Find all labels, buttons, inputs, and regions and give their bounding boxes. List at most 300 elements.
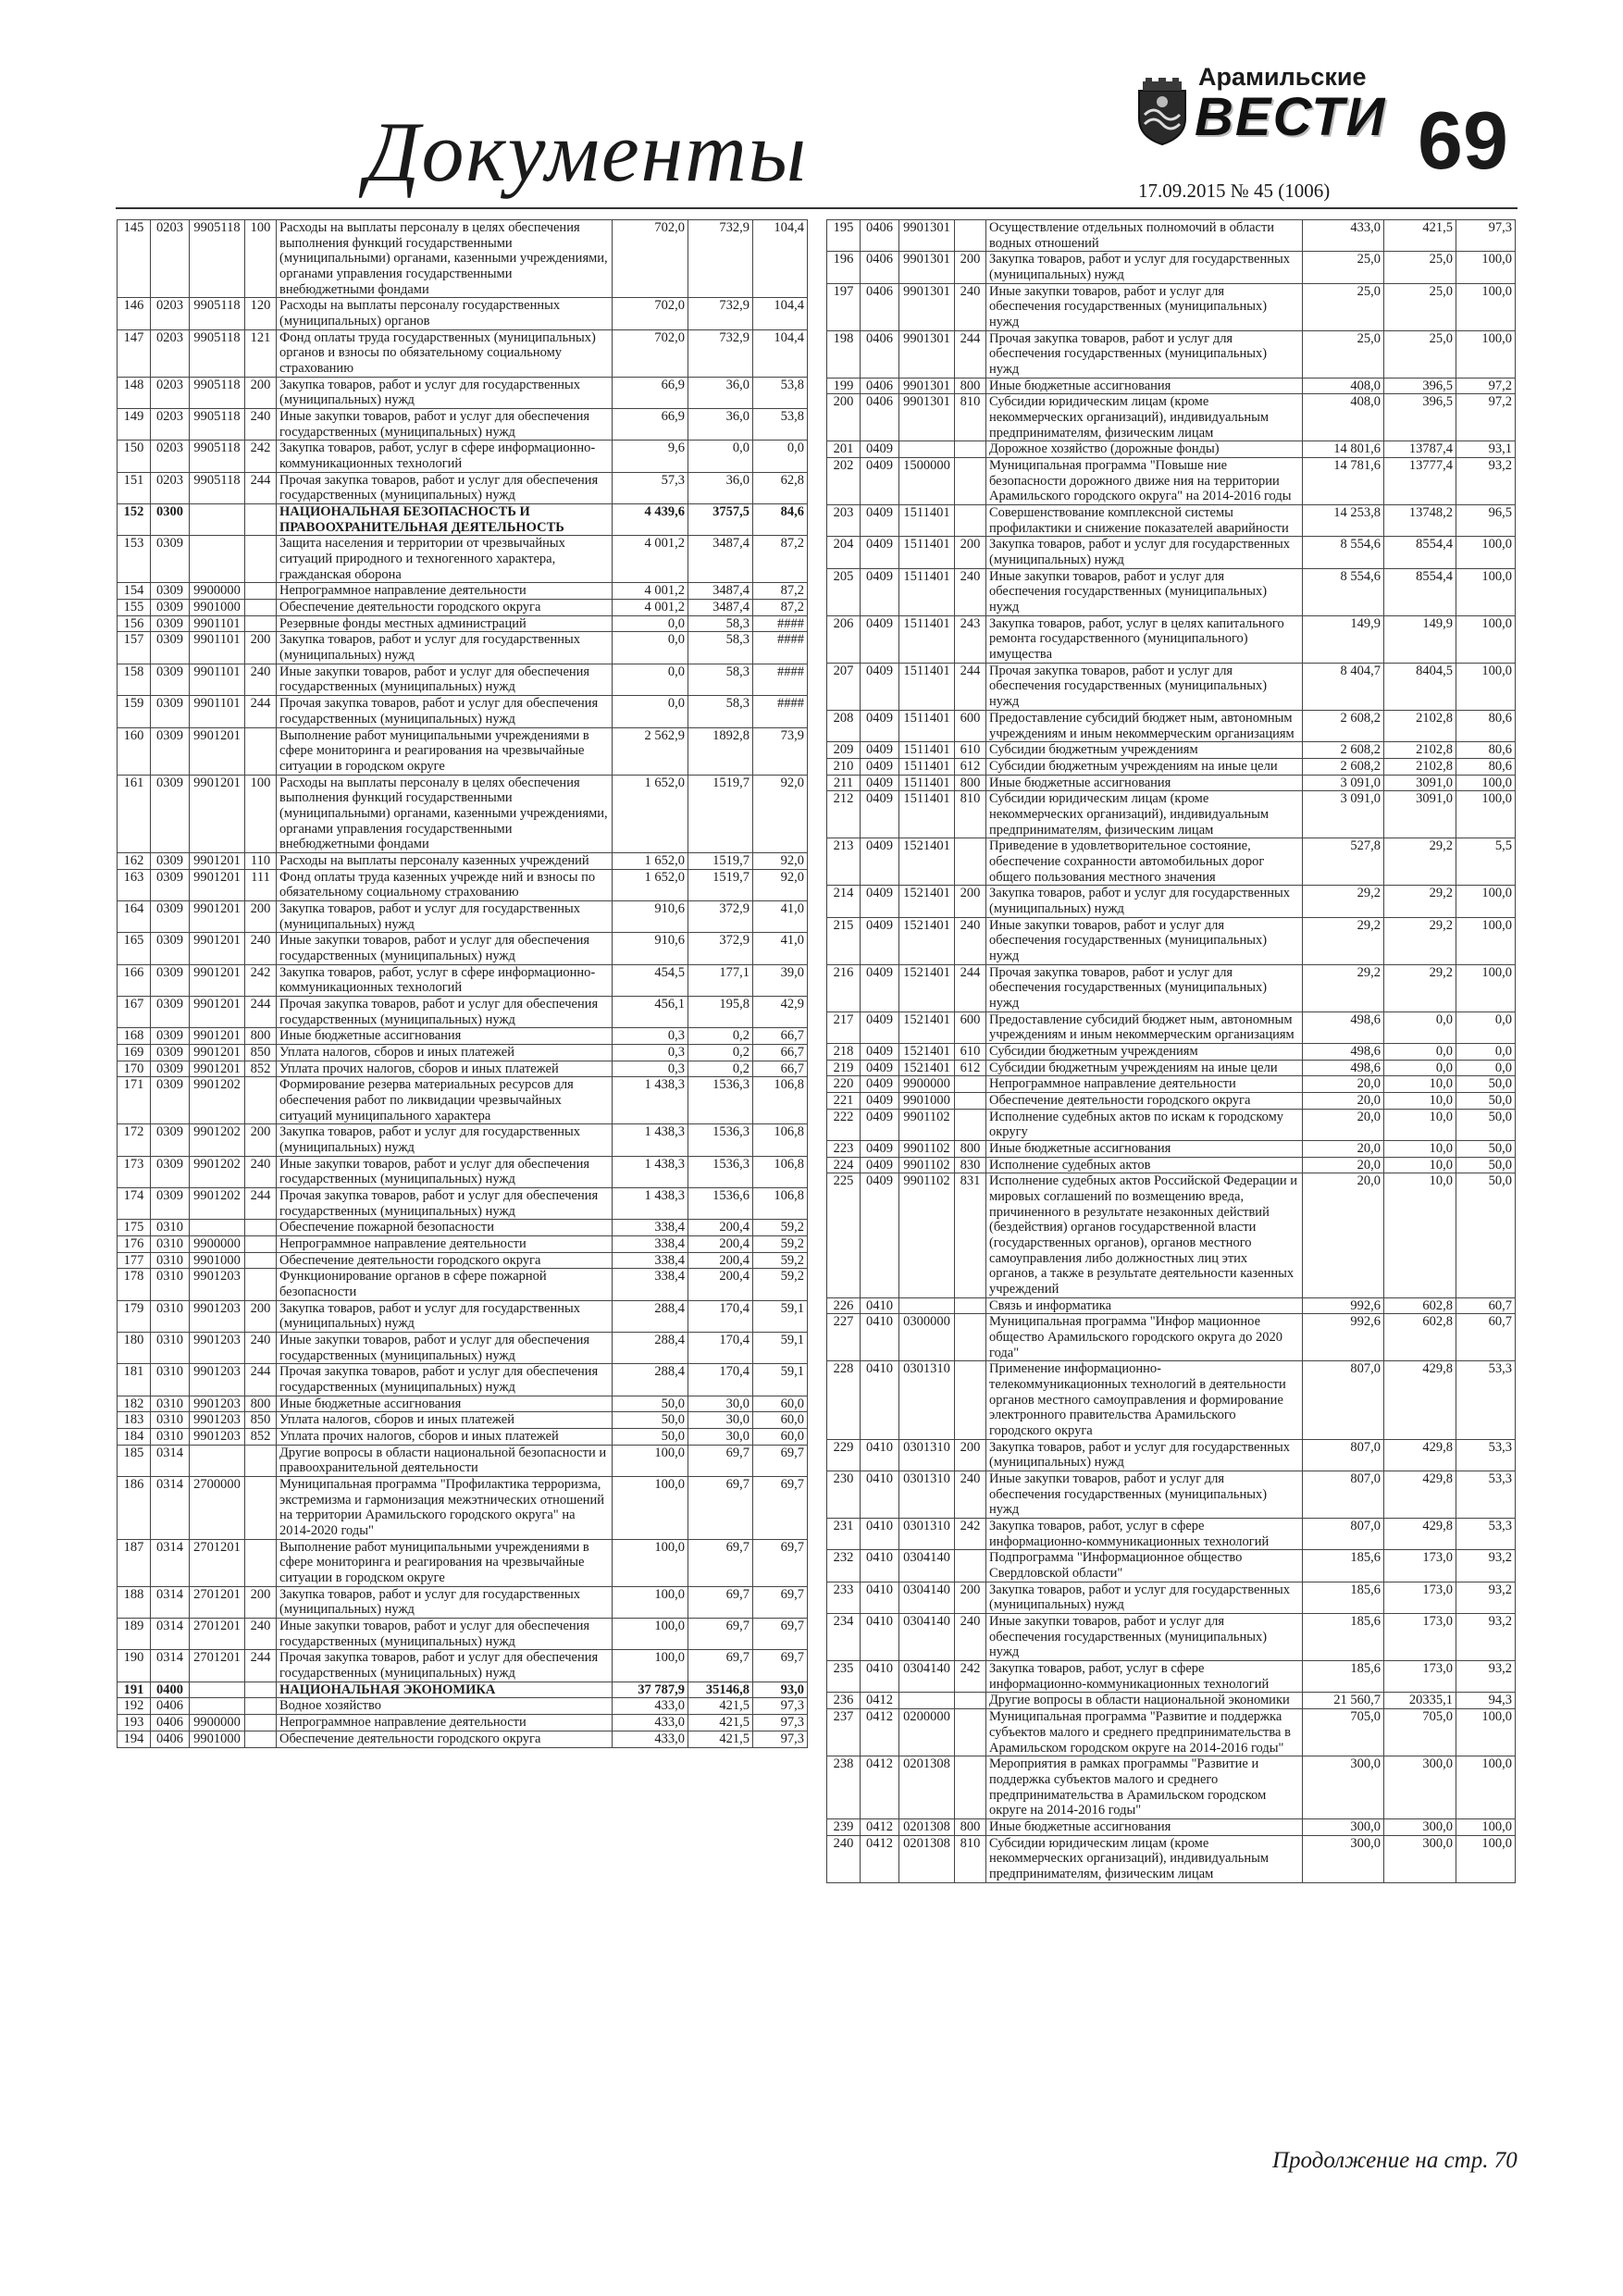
execution-percent: 73,9 bbox=[753, 727, 808, 775]
execution-percent: 69,7 bbox=[753, 1539, 808, 1586]
section-code: 0309 bbox=[151, 727, 190, 775]
planned-amount: 300,0 bbox=[1303, 1756, 1384, 1819]
table-row bbox=[827, 758, 1516, 775]
expense-type-code: 240 bbox=[245, 1619, 277, 1650]
planned-amount: 288,4 bbox=[613, 1364, 688, 1396]
execution-percent: 41,0 bbox=[753, 900, 808, 932]
execution-percent: 100,0 bbox=[1456, 663, 1516, 710]
expense-type-code bbox=[245, 1445, 277, 1476]
row-number: 196 bbox=[827, 252, 861, 283]
expense-type-code bbox=[245, 1715, 277, 1731]
target-code: 9901201 bbox=[190, 775, 245, 852]
planned-amount: 20,0 bbox=[1303, 1076, 1384, 1093]
planned-amount: 338,4 bbox=[613, 1220, 688, 1236]
item-name: Совершенствование комплексной системы профилактики и снижение показателей аварийности bbox=[986, 505, 1303, 537]
planned-amount: 288,4 bbox=[613, 1333, 688, 1364]
planned-amount: 498,6 bbox=[1303, 1043, 1384, 1060]
expense-type-code bbox=[955, 1709, 986, 1756]
planned-amount: 1 438,3 bbox=[613, 1124, 688, 1156]
section-code: 0406 bbox=[861, 283, 899, 330]
expense-type-code: 240 bbox=[955, 917, 986, 964]
item-name: Функционирование органов в сфере пожарной безопасности bbox=[277, 1269, 613, 1300]
target-code: 9900000 bbox=[190, 583, 245, 600]
target-code: 9901102 bbox=[899, 1173, 955, 1297]
section-code: 0309 bbox=[151, 600, 190, 616]
section-code: 0314 bbox=[151, 1477, 190, 1540]
row-number: 219 bbox=[827, 1060, 861, 1076]
section-code: 0412 bbox=[861, 1756, 899, 1819]
execution-percent: 106,8 bbox=[753, 1124, 808, 1156]
execution-percent: 100,0 bbox=[1456, 917, 1516, 964]
expense-type-code: 200 bbox=[245, 900, 277, 932]
table-row bbox=[118, 1269, 808, 1300]
item-name: Субсидии бюджетным учреждениям bbox=[986, 742, 1303, 759]
row-number: 163 bbox=[118, 869, 151, 900]
row-number: 229 bbox=[827, 1439, 861, 1471]
table-row bbox=[118, 329, 808, 377]
execution-percent: 100,0 bbox=[1456, 1835, 1516, 1882]
target-code: 2700000 bbox=[190, 1477, 245, 1540]
target-code: 0201308 bbox=[899, 1818, 955, 1835]
target-code: 2701201 bbox=[190, 1650, 245, 1682]
section-code: 0400 bbox=[151, 1682, 190, 1698]
item-name: Обеспечение деятельности городского округа bbox=[986, 1092, 1303, 1109]
execution-percent: 100,0 bbox=[1456, 537, 1516, 568]
execution-percent: 60,7 bbox=[1456, 1314, 1516, 1361]
section-code: 0310 bbox=[151, 1252, 190, 1269]
execution-percent: 50,0 bbox=[1456, 1140, 1516, 1157]
table-row bbox=[118, 409, 808, 441]
table-row bbox=[827, 378, 1516, 394]
issue-date: 17.09.2015 № 45 (1006) bbox=[1138, 180, 1331, 202]
item-name: Формирование резерва материальных ресурсов для обеспечения работ по ликвидации чрезвычайных ситуаций муниципального характера bbox=[277, 1077, 613, 1124]
execution-percent: 104,4 bbox=[753, 220, 808, 298]
executed-amount: 8554,4 bbox=[1384, 568, 1456, 615]
executed-amount: 372,9 bbox=[688, 900, 753, 932]
planned-amount: 100,0 bbox=[613, 1539, 688, 1586]
section-code: 0309 bbox=[151, 1187, 190, 1219]
item-name: Прочая закупка товаров, работ и услуг для обеспечения государственных (муниципальных) нужд bbox=[277, 996, 613, 1027]
execution-percent: 100,0 bbox=[1456, 1818, 1516, 1835]
section-code: 0314 bbox=[151, 1586, 190, 1618]
execution-percent: 59,2 bbox=[753, 1236, 808, 1253]
target-code: 1511401 bbox=[899, 537, 955, 568]
target-code: 9901203 bbox=[190, 1364, 245, 1396]
executed-amount: 421,5 bbox=[1384, 220, 1456, 252]
execution-percent: 66,7 bbox=[753, 1061, 808, 1077]
item-name: Субсидии юридическим лицам (кроме некоммерческих организаций), индивидуальным предпринимателям, физическим лицам bbox=[986, 1835, 1303, 1882]
expense-type-code bbox=[955, 1693, 986, 1709]
planned-amount: 1 438,3 bbox=[613, 1156, 688, 1187]
row-number: 174 bbox=[118, 1187, 151, 1219]
section-code: 0409 bbox=[861, 458, 899, 505]
table-row bbox=[118, 1539, 808, 1586]
table-row bbox=[118, 964, 808, 996]
table-row bbox=[118, 775, 808, 852]
executed-amount: 30,0 bbox=[688, 1396, 753, 1412]
table-row bbox=[118, 1252, 808, 1269]
planned-amount: 100,0 bbox=[613, 1650, 688, 1682]
execution-percent: 0,0 bbox=[753, 441, 808, 472]
table-row bbox=[118, 1586, 808, 1618]
executed-amount: 170,4 bbox=[688, 1333, 753, 1364]
target-code: 9901301 bbox=[899, 394, 955, 441]
execution-percent: 69,7 bbox=[753, 1650, 808, 1682]
row-number: 154 bbox=[118, 583, 151, 600]
item-name: Мероприятия в рамках программы "Развитие и поддержка субъектов малого и среднего предпринимательства в Арамильском городском округе на 2014-2016 годы" bbox=[986, 1756, 1303, 1819]
table-row bbox=[118, 441, 808, 472]
section-code: 0409 bbox=[861, 568, 899, 615]
target-code: 9901201 bbox=[190, 727, 245, 775]
row-number: 223 bbox=[827, 1140, 861, 1157]
executed-amount: 25,0 bbox=[1384, 252, 1456, 283]
expense-type-code: 200 bbox=[245, 1124, 277, 1156]
row-number: 172 bbox=[118, 1124, 151, 1156]
expense-type-code: 242 bbox=[245, 441, 277, 472]
planned-amount: 498,6 bbox=[1303, 1060, 1384, 1076]
row-number: 182 bbox=[118, 1396, 151, 1412]
target-code: 9901203 bbox=[190, 1412, 245, 1429]
table-row bbox=[827, 1614, 1516, 1661]
row-number: 192 bbox=[118, 1698, 151, 1715]
item-name: Иные бюджетные ассигнования bbox=[986, 1140, 1303, 1157]
section-code: 0406 bbox=[151, 1715, 190, 1731]
execution-percent: #### bbox=[753, 632, 808, 664]
section-code: 0314 bbox=[151, 1445, 190, 1476]
execution-percent: 59,1 bbox=[753, 1300, 808, 1332]
item-name: Связь и информатика bbox=[986, 1297, 1303, 1314]
table-row bbox=[827, 886, 1516, 917]
planned-amount: 21 560,7 bbox=[1303, 1693, 1384, 1709]
executed-amount: 36,0 bbox=[688, 472, 753, 503]
section-code: 0309 bbox=[151, 615, 190, 632]
table-row bbox=[827, 1756, 1516, 1819]
item-name: Непрограммное направление деятельности bbox=[986, 1076, 1303, 1093]
target-code: 9901203 bbox=[190, 1396, 245, 1412]
executed-amount: 705,0 bbox=[1384, 1709, 1456, 1756]
planned-amount: 50,0 bbox=[613, 1396, 688, 1412]
header-divider bbox=[116, 207, 1518, 209]
expense-type-code: 240 bbox=[955, 283, 986, 330]
item-name: Субсидии бюджетным учреждениям bbox=[986, 1043, 1303, 1060]
section-code: 0409 bbox=[861, 1011, 899, 1043]
row-number: 153 bbox=[118, 536, 151, 583]
execution-percent: 100,0 bbox=[1456, 568, 1516, 615]
target-code: 1511401 bbox=[899, 505, 955, 537]
expense-type-code: 100 bbox=[245, 220, 277, 298]
target-code: 1521401 bbox=[899, 886, 955, 917]
target-code: 0301310 bbox=[899, 1471, 955, 1519]
executed-amount: 29,2 bbox=[1384, 886, 1456, 917]
execution-percent: 93,2 bbox=[1456, 1614, 1516, 1661]
expense-type-code bbox=[245, 1698, 277, 1715]
planned-amount: 0,3 bbox=[613, 1044, 688, 1061]
target-code: 9901201 bbox=[190, 869, 245, 900]
section-code: 0410 bbox=[861, 1297, 899, 1314]
expense-type-code: 800 bbox=[955, 378, 986, 394]
expense-type-code: 244 bbox=[245, 1364, 277, 1396]
item-name: Уплата налогов, сборов и иных платежей bbox=[277, 1044, 613, 1061]
executed-amount: 1519,7 bbox=[688, 775, 753, 852]
target-code bbox=[190, 504, 245, 536]
item-name: Закупка товаров, работ и услуг для государственных (муниципальных) нужд bbox=[986, 252, 1303, 283]
item-name: Обеспечение деятельности городского округа bbox=[277, 1252, 613, 1269]
expense-type-code bbox=[245, 1236, 277, 1253]
expense-type-code: 110 bbox=[245, 852, 277, 869]
table-row bbox=[118, 615, 808, 632]
target-code bbox=[190, 536, 245, 583]
item-name: Иные закупки товаров, работ и услуг для обеспечения государственных (муниципальных) нужд bbox=[986, 568, 1303, 615]
section-code: 0409 bbox=[861, 742, 899, 759]
executed-amount: 1536,3 bbox=[688, 1124, 753, 1156]
execution-percent: 97,2 bbox=[1456, 394, 1516, 441]
execution-percent: 53,8 bbox=[753, 409, 808, 441]
execution-percent: 39,0 bbox=[753, 964, 808, 996]
planned-amount: 992,6 bbox=[1303, 1314, 1384, 1361]
section-code: 0309 bbox=[151, 1061, 190, 1077]
target-code: 1511401 bbox=[899, 742, 955, 759]
row-number: 225 bbox=[827, 1173, 861, 1297]
table-row bbox=[118, 1364, 808, 1396]
row-number: 235 bbox=[827, 1661, 861, 1693]
expense-type-code: 242 bbox=[955, 1661, 986, 1693]
item-name: Фонд оплаты труда казенных учрежде ний и взносы по обязательному социальному страхованию bbox=[277, 869, 613, 900]
executed-amount: 69,7 bbox=[688, 1650, 753, 1682]
expense-type-code bbox=[955, 1361, 986, 1439]
table-row bbox=[118, 1300, 808, 1332]
item-name: Расходы на выплаты персоналу государственных (муниципальных) органов bbox=[277, 298, 613, 329]
planned-amount: 37 787,9 bbox=[613, 1682, 688, 1698]
executed-amount: 1892,8 bbox=[688, 727, 753, 775]
item-name: Прочая закупка товаров, работ и услуг для обеспечения государственных (муниципальных) нужд bbox=[277, 1187, 613, 1219]
row-number: 189 bbox=[118, 1619, 151, 1650]
executed-amount: 69,7 bbox=[688, 1586, 753, 1618]
table-row bbox=[118, 933, 808, 964]
section-code: 0309 bbox=[151, 696, 190, 727]
section-code: 0309 bbox=[151, 1044, 190, 1061]
target-code: 1511401 bbox=[899, 791, 955, 838]
section-code: 0309 bbox=[151, 536, 190, 583]
row-number: 186 bbox=[118, 1477, 151, 1540]
table-row bbox=[827, 220, 1516, 252]
execution-percent: 100,0 bbox=[1456, 964, 1516, 1011]
execution-percent: 53,8 bbox=[753, 377, 808, 408]
expense-type-code: 200 bbox=[245, 632, 277, 664]
table-row bbox=[827, 1661, 1516, 1693]
table-row bbox=[827, 1109, 1516, 1140]
expense-type-code: 800 bbox=[955, 1140, 986, 1157]
section-code: 0203 bbox=[151, 472, 190, 503]
planned-amount: 702,0 bbox=[613, 220, 688, 298]
executed-amount: 69,7 bbox=[688, 1539, 753, 1586]
item-name: Иные закупки товаров, работ и услуг для обеспечения государственных (муниципальных) нужд bbox=[986, 917, 1303, 964]
item-name: Другие вопросы в области национальной экономики bbox=[986, 1693, 1303, 1709]
planned-amount: 4 001,2 bbox=[613, 583, 688, 600]
target-code: 1521401 bbox=[899, 1043, 955, 1060]
expense-type-code: 800 bbox=[245, 1028, 277, 1045]
table-row bbox=[118, 536, 808, 583]
row-number: 159 bbox=[118, 696, 151, 727]
execution-percent: 41,0 bbox=[753, 933, 808, 964]
target-code bbox=[190, 1698, 245, 1715]
section-code: 0410 bbox=[861, 1661, 899, 1693]
target-code: 1521401 bbox=[899, 1060, 955, 1076]
target-code bbox=[899, 1297, 955, 1314]
item-name: Закупка товаров, работ и услуг для государственных (муниципальных) нужд bbox=[277, 377, 613, 408]
row-number: 207 bbox=[827, 663, 861, 710]
planned-amount: 100,0 bbox=[613, 1477, 688, 1540]
table-row bbox=[118, 1028, 808, 1045]
item-name: Субсидии юридическим лицам (кроме некоммерческих организаций), индивидуальным предпринимателям, физическим лицам bbox=[986, 394, 1303, 441]
row-number: 179 bbox=[118, 1300, 151, 1332]
execution-percent: 53,3 bbox=[1456, 1519, 1516, 1550]
target-code: 9901201 bbox=[190, 1044, 245, 1061]
row-number: 204 bbox=[827, 537, 861, 568]
expense-type-code: 244 bbox=[245, 1187, 277, 1219]
executed-amount: 1536,3 bbox=[688, 1077, 753, 1124]
execution-percent: 93,1 bbox=[1456, 441, 1516, 458]
executed-amount: 602,8 bbox=[1384, 1314, 1456, 1361]
item-name: Закупка товаров, работ, услуг в сфере информационно-коммуникационных технологий bbox=[277, 441, 613, 472]
planned-amount: 527,8 bbox=[1303, 838, 1384, 886]
section-code: 0409 bbox=[861, 775, 899, 791]
table-row bbox=[118, 504, 808, 536]
row-number: 232 bbox=[827, 1550, 861, 1582]
target-code: 9901301 bbox=[899, 283, 955, 330]
execution-percent: 97,3 bbox=[1456, 220, 1516, 252]
planned-amount: 4 439,6 bbox=[613, 504, 688, 536]
city-crest-icon bbox=[1135, 78, 1189, 146]
item-name: Выполнение работ муниципальными учреждениями в сфере мониторинга и реагирования на чрезвычайные ситуации в городском округе bbox=[277, 1539, 613, 1586]
item-name: Закупка товаров, работ, услуг в целях капитального ремонта государственного (муниципального) имущества bbox=[986, 615, 1303, 663]
planned-amount: 456,1 bbox=[613, 996, 688, 1027]
item-name: Иные бюджетные ассигнования bbox=[986, 1818, 1303, 1835]
target-code: 1521401 bbox=[899, 964, 955, 1011]
table-row bbox=[118, 1445, 808, 1476]
target-code: 0304140 bbox=[899, 1614, 955, 1661]
executed-amount: 1536,6 bbox=[688, 1187, 753, 1219]
executed-amount: 36,0 bbox=[688, 409, 753, 441]
executed-amount: 25,0 bbox=[1384, 330, 1456, 378]
expense-type-code: 240 bbox=[245, 1156, 277, 1187]
row-number: 149 bbox=[118, 409, 151, 441]
planned-amount: 0,0 bbox=[613, 696, 688, 727]
planned-amount: 910,6 bbox=[613, 933, 688, 964]
logo-top-text: Арамильские bbox=[1198, 63, 1367, 91]
planned-amount: 25,0 bbox=[1303, 252, 1384, 283]
execution-percent: 59,1 bbox=[753, 1364, 808, 1396]
planned-amount: 300,0 bbox=[1303, 1818, 1384, 1835]
executed-amount: 2102,8 bbox=[1384, 758, 1456, 775]
section-code: 0310 bbox=[151, 1364, 190, 1396]
planned-amount: 149,9 bbox=[1303, 615, 1384, 663]
expense-type-code: 600 bbox=[955, 1011, 986, 1043]
execution-percent: #### bbox=[753, 664, 808, 695]
execution-percent: 69,7 bbox=[753, 1619, 808, 1650]
row-number: 191 bbox=[118, 1682, 151, 1698]
row-number: 213 bbox=[827, 838, 861, 886]
section-code: 0409 bbox=[861, 838, 899, 886]
section-code: 0410 bbox=[861, 1361, 899, 1439]
section-code: 0309 bbox=[151, 852, 190, 869]
section-code: 0410 bbox=[861, 1314, 899, 1361]
expense-type-code: 810 bbox=[955, 1835, 986, 1882]
executed-amount: 429,8 bbox=[1384, 1471, 1456, 1519]
planned-amount: 807,0 bbox=[1303, 1361, 1384, 1439]
section-code: 0410 bbox=[861, 1614, 899, 1661]
expense-type-code: 242 bbox=[245, 964, 277, 996]
executed-amount: 8404,5 bbox=[1384, 663, 1456, 710]
executed-amount: 170,4 bbox=[688, 1300, 753, 1332]
row-number: 226 bbox=[827, 1297, 861, 1314]
expense-type-code: 200 bbox=[245, 377, 277, 408]
execution-percent: 60,0 bbox=[753, 1429, 808, 1446]
item-name: Иные закупки товаров, работ и услуг для обеспечения государственных (муниципальных) нужд bbox=[277, 1156, 613, 1187]
item-name: Исполнение судебных актов Российской Федерации и мировых соглашений по возмещению вреда, причиненного в результате незаконных действий (бездействия) органов государственной власти (государственных органов), органов местного самоуправления либо должностных лиц этих органов, а также в результате деятельности казенных учреждений bbox=[986, 1173, 1303, 1297]
executed-amount: 170,4 bbox=[688, 1364, 753, 1396]
execution-percent: 97,3 bbox=[753, 1715, 808, 1731]
item-name: Прочая закупка товаров, работ и услуг для обеспечения государственных (муниципальных) нужд bbox=[277, 696, 613, 727]
expense-type-code: 240 bbox=[955, 568, 986, 615]
table-row bbox=[827, 441, 1516, 458]
table-row bbox=[118, 472, 808, 503]
section-code: 0409 bbox=[861, 537, 899, 568]
executed-amount: 429,8 bbox=[1384, 1439, 1456, 1471]
planned-amount: 0,3 bbox=[613, 1061, 688, 1077]
expense-type-code bbox=[245, 600, 277, 616]
expense-type-code bbox=[245, 615, 277, 632]
item-name: Муниципальная программа "Профилактика терроризма, экстремизма и гармонизация межэтнических отношений на территории Арамильского городского округа" на 2014-2020 годы" bbox=[277, 1477, 613, 1540]
row-number: 199 bbox=[827, 378, 861, 394]
planned-amount: 498,6 bbox=[1303, 1011, 1384, 1043]
target-code: 9900000 bbox=[190, 1715, 245, 1731]
planned-amount: 29,2 bbox=[1303, 886, 1384, 917]
planned-amount: 992,6 bbox=[1303, 1297, 1384, 1314]
expense-type-code: 244 bbox=[955, 964, 986, 1011]
section-code: 0310 bbox=[151, 1412, 190, 1429]
table-row bbox=[827, 1076, 1516, 1093]
row-number: 240 bbox=[827, 1835, 861, 1882]
target-code: 9901000 bbox=[190, 1252, 245, 1269]
section-code: 0409 bbox=[861, 505, 899, 537]
expense-type-code: 850 bbox=[245, 1044, 277, 1061]
item-name: Иные закупки товаров, работ и услуг для обеспечения государственных (муниципальных) нужд bbox=[277, 409, 613, 441]
section-code: 0300 bbox=[151, 504, 190, 536]
planned-amount: 807,0 bbox=[1303, 1471, 1384, 1519]
target-code: 0304140 bbox=[899, 1661, 955, 1693]
planned-amount: 57,3 bbox=[613, 472, 688, 503]
row-number: 175 bbox=[118, 1220, 151, 1236]
item-name: Уплата прочих налогов, сборов и иных платежей bbox=[277, 1429, 613, 1446]
row-number: 187 bbox=[118, 1539, 151, 1586]
planned-amount: 433,0 bbox=[613, 1715, 688, 1731]
row-number: 162 bbox=[118, 852, 151, 869]
section-code: 0409 bbox=[861, 1157, 899, 1173]
execution-percent: 59,2 bbox=[753, 1252, 808, 1269]
execution-percent: 50,0 bbox=[1456, 1092, 1516, 1109]
section-code: 0314 bbox=[151, 1650, 190, 1682]
executed-amount: 173,0 bbox=[1384, 1582, 1456, 1613]
section-code: 0412 bbox=[861, 1818, 899, 1835]
planned-amount: 2 608,2 bbox=[1303, 710, 1384, 741]
planned-amount: 1 652,0 bbox=[613, 852, 688, 869]
row-number: 200 bbox=[827, 394, 861, 441]
executed-amount: 396,5 bbox=[1384, 378, 1456, 394]
expense-type-code bbox=[955, 505, 986, 537]
row-number: 157 bbox=[118, 632, 151, 664]
executed-amount: 396,5 bbox=[1384, 394, 1456, 441]
section-code: 0409 bbox=[861, 758, 899, 775]
